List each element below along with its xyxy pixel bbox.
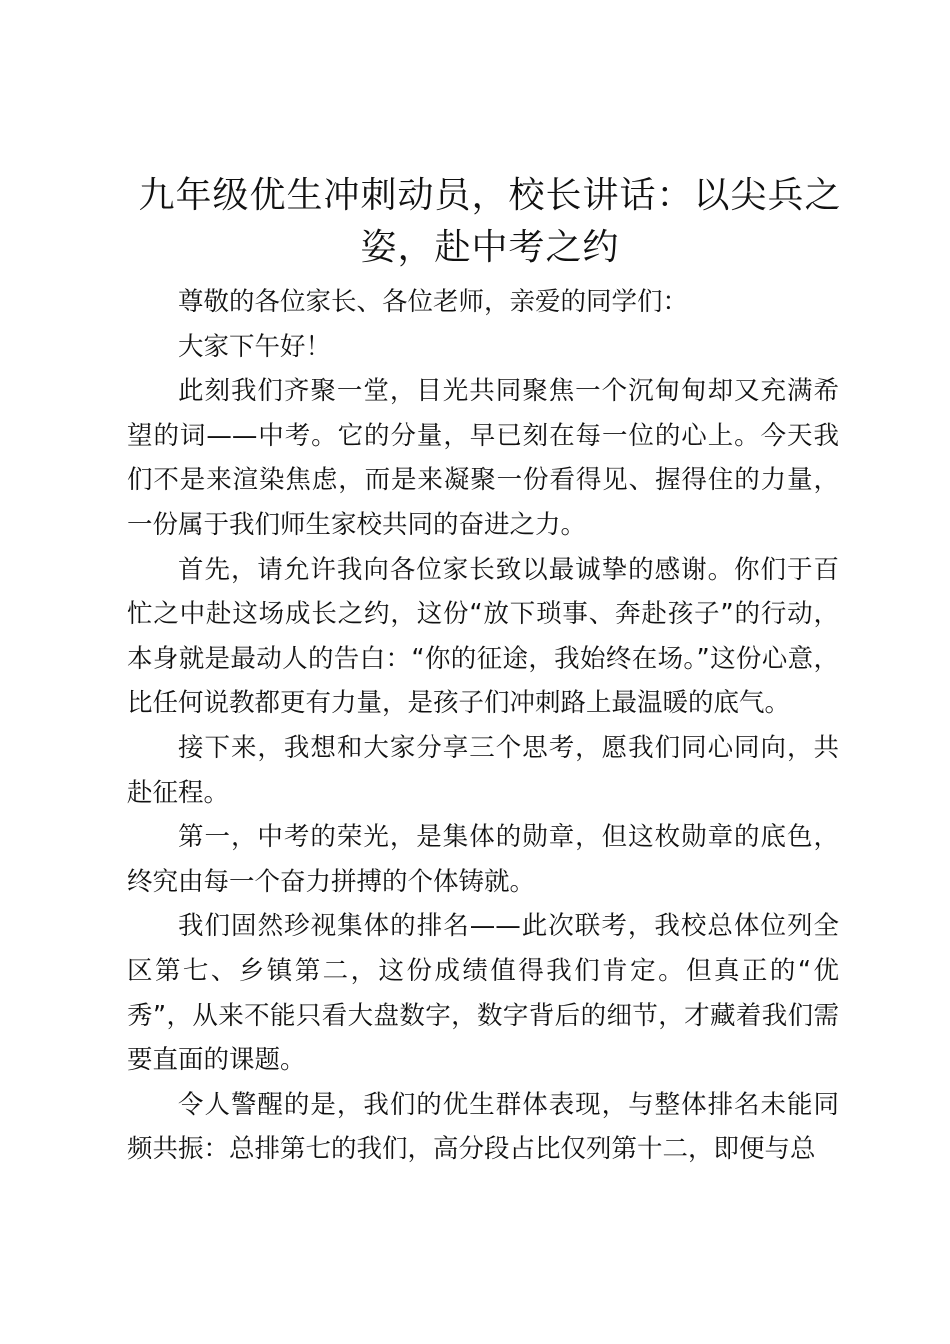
paragraph: 第一，中考的荣光，是集体的勋章，但这枚勋章的底色，终究由每一个奋力拼搏的个体铸就。 [127,822,839,897]
document-title: 九年级优生冲刺动员，校长讲话：以尖兵之姿，赴中考之约 [138,175,842,268]
paragraph: 首先，请允许我向各位家长致以最诚挚的感谢。你们于百忙之中赴这场成长之约，这份“放下琐事、奔赴孩子”的行动，本身就是最动人的告白：“你的征途，我始终在场。”这份心意，比任何说教都更有力量，是孩子们冲刺路上最温暖的底气。 [127,554,839,719]
greeting: 大家下午好！ [178,331,332,362]
paragraph: 令人警醒的是，我们的优生群体表现，与整体排名未能同频共振：总排第七的我们，高分段占比仅列第十二，即便与总 [127,1089,839,1165]
paragraph: 接下来，我想和大家分享三个思考，愿我们同心同向，共赴征程。 [127,732,839,808]
paragraph: 此刻我们齐聚一堂，目光共同聚焦一个沉甸甸却又充满希望的词——中考。它的分量，早已刻在每一位的心上。今天我们不是来渲染焦虑，而是来凝聚一份看得见、握得住的力量，一份属于我们师生家校共同的奋进之力。 [127,376,839,540]
salutation: 尊敬的各位家长、各位老师，亲爱的同学们： [178,287,689,317]
paragraph: 我们固然珍视集体的排名——此次联考，我校总体位列全区第七、乡镇第二，这份成绩值得我们肯定。但真正的“优秀”，从来不能只看大盘数字，数字背后的细节，才藏着我们需要直面的课题。 [127,911,839,1076]
document-body [127,280,839,1172]
